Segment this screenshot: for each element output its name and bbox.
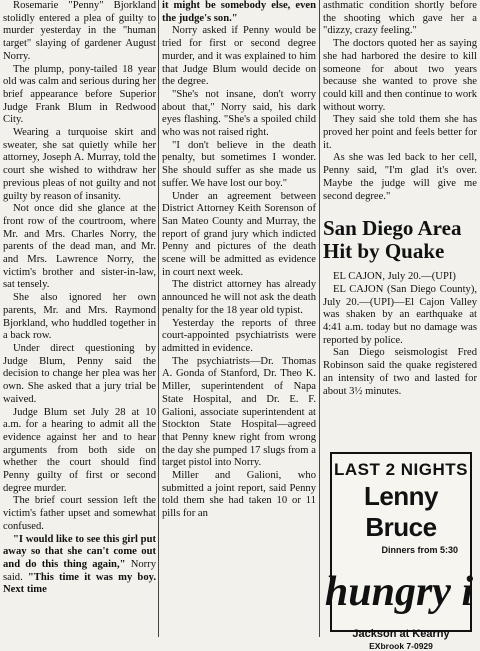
paragraph: They said she told them she has proved her point and feels better for it.	[323, 114, 477, 151]
logo-text: hungry i	[324, 569, 474, 615]
bold-quote: "I would like to see this girl put away so that she can't come out and do this thing again,"	[3, 533, 156, 570]
ad-dinner-time: Dinners from 5:30	[381, 545, 458, 555]
ad-phone: EXbrook 7-0929	[369, 641, 433, 651]
bold-quote-continued: "This time it was my boy. Next time	[3, 571, 156, 596]
ad-address: Jackson at Kearny	[352, 628, 450, 640]
article-column-1	[3, 0, 156, 597]
quote-attribution: Norry said.	[3, 558, 156, 583]
paragraph: asthmatic condition shortly before the shooting which gave her a "dizzy, crazy feeling."	[323, 0, 477, 37]
paragraph: Miller and Galioni, who submitted a joint report, said Penny told them she had taken 10 or 11 pills for an	[162, 470, 316, 520]
paragraph: Rosemarie "Penny" Bjorkland stolidly entered a plea of guilty to murder yesterday in the "human target" slaying of gardener August Norry.	[3, 0, 156, 62]
paragraph: Under direct questioning by Judge Blum, Penny said the decision to change her plea was her own. She asked that a jury trial be waived.	[3, 342, 156, 405]
paragraph: Not once did she glance at the front row of the courtroom, where Mr. and Mrs. Charles Norry, the parents of the dead man, and Mr. and Mrs. Lawrence Norry, the victim's brother and sister-in-law, sat tensely.	[3, 203, 156, 291]
ad-line-last-nights: LAST 2 NIGHTS	[333, 460, 468, 479]
article-column-2	[162, 0, 316, 521]
column-divider	[319, 0, 320, 637]
paragraph: The psychiatrists—Dr. Thomas A. Gonda of Stanford, Dr. Theo K. Miller, superintendent of Napa State Hospital, and Dr. E. F. Galioni, associate superintendent at Stockton State Hospital—agreed that Penny knew right from wrong the day she pumped 17 slugs from a target pistol into Norry.	[162, 355, 316, 469]
paragraph: She also ignored her own parents, Mr. and Mrs. Raymond Bjorkland, who huddled together in a back row.	[3, 292, 156, 342]
dateline: EL CAJON, July 20.—(UPI)	[333, 271, 456, 283]
paragraph: Under an agreement between District Attorney Keith Sorenson of San Mateo County and Murray, the report of grand jury which indicted Penny and pictures of the death scene will be admitted as evidence in court next week.	[162, 190, 316, 278]
paragraph: Wearing a turquoise skirt and sweater, she sat quietly while her attorney, Joseph A. Murray, told the court she wished to withdraw her previous pleas of not guilty and not guilty by reason of insanity.	[3, 127, 156, 202]
column-divider	[158, 0, 159, 637]
headline: San Diego Area Hit by Quake	[323, 216, 462, 264]
paragraph: The plump, pony-tailed 18 year old was calm and serious during her brief appearance before Superior Judge Frank Blum in Redwood City.	[3, 63, 156, 126]
advertisement	[324, 452, 474, 651]
paragraph: "She's not insane, don't worry about that," Norry said, his dark eyes flashing. "She's a spoiled child who was not raised right.	[162, 88, 316, 139]
paragraph: "I don't believe in the death penalty, but sometimes I wonder. She should suffer as she made us suffer. We have lost our boy."	[162, 139, 316, 189]
article-column-3	[323, 0, 477, 398]
hungry-i-logo	[324, 555, 474, 623]
paragraph: The doctors quoted her as saying she had harbored the desire to kill someone for about two years because she wanted to prove she could kill and then continue to work without worry.	[323, 38, 477, 113]
bold-quote-continued: it might be somebody else, even the judge's son."	[162, 0, 316, 24]
paragraph: Norry asked if Penny would be tried for first or second degree murder, and it was explained to him that Judge Blum would decide on the degree.	[162, 25, 316, 88]
paragraph: The district attorney has already announced he will not ask the death penalty for the 18 year old typist.	[162, 279, 316, 316]
paragraph: EL CAJON (San Diego County), July 20.—(UPI)—El Cajon Valley was shaken by an earthquake at 4:41 a.m. today but no damage was reported by police.	[323, 283, 477, 346]
paragraph: As she was led back to her cell, Penny said, "I'm glad it's over. Maybe the judge will give me second degree."	[323, 152, 477, 202]
paragraph: Yesterday the reports of three court-appointed psychiatrists were admitted in evidence.	[162, 317, 316, 354]
ad-headliner: Lenny Bruce	[363, 481, 439, 542]
quote-paragraph	[3, 534, 156, 598]
paragraph: San Diego seismologist Fred Robinson said the quake registered an intensity of two and lasted for about 3½ minutes.	[323, 347, 477, 397]
paragraph: Judge Blum set July 28 at 10 a.m. for a hearing to admit all the evidence against her and to hear arguments from both side on whether the court should find Penny guilty of first or second degree murder.	[3, 406, 156, 494]
paragraph: The brief court session left the victim's father upset and somewhat confused.	[3, 495, 156, 532]
